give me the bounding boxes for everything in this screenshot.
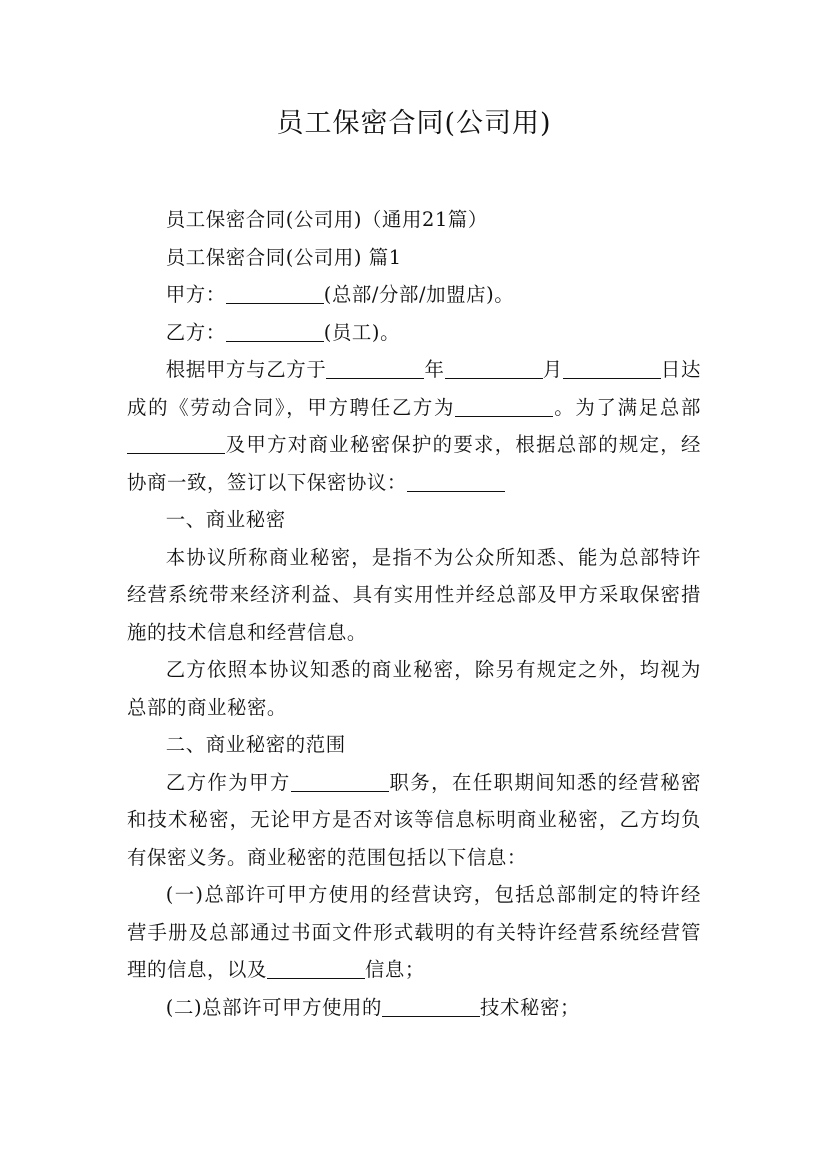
paragraph-text: 日达成的《劳动合同》，甲方聘任乙方为 — [127, 358, 702, 419]
paragraph-text: (一)总部许可甲方使用的经营诀窍，包括总部制定的特许经营手册及总部通过书面文件形式载明的有关特许经营系统经营管理的信息，以及 — [127, 883, 701, 981]
paragraph — [127, 276, 701, 314]
paragraph-text: 及甲方对商业秘密保护的要求，根据总部的规定，经协商一致，签订以下保密协议： — [127, 433, 701, 494]
paragraph-text: 二、商业秘密的范围 — [165, 733, 346, 756]
document-title: 员工保密合同(公司用) — [276, 108, 552, 139]
paragraph — [127, 239, 701, 277]
paragraph-text: 年 — [424, 358, 445, 381]
paragraph — [127, 201, 701, 239]
paragraph-text: 甲方： — [165, 283, 226, 306]
paragraph-text: 技术秘密； — [480, 995, 580, 1019]
paragraph — [127, 876, 701, 989]
paragraph — [127, 726, 701, 764]
paragraph-text: 信息； — [364, 958, 425, 981]
paragraph-text: 乙方依照本协议知悉的商业秘密，除另有规定之外，均视为总部的商业秘密。 — [127, 658, 701, 719]
paragraph-text: (二)总部许可甲方使用的 — [165, 995, 383, 1019]
paragraph-text: 乙方： — [165, 320, 226, 344]
fill-in-blank — [291, 770, 389, 791]
document-body — [127, 201, 701, 1026]
fill-in-blank — [127, 433, 225, 454]
paragraph — [127, 351, 701, 501]
paragraph-text: 月 — [542, 358, 563, 381]
fill-in-blank — [407, 470, 505, 491]
paragraph-text: 本协议所称商业秘密，是指不为公众所知悉、能为总部特许经营系统带来经济利益、具有实用性并经总部及甲方采取保密措施的技术信息和经营信息。 — [127, 545, 701, 644]
fill-in-blank — [226, 320, 324, 341]
fill-in-blank — [267, 958, 365, 979]
paragraph-text: (总部/分部/加盟店)。 — [323, 283, 515, 306]
fill-in-blank — [455, 395, 553, 416]
paragraph-text: 员工保密合同(公司用) 篇1 — [165, 245, 402, 269]
fill-in-blank — [326, 358, 424, 379]
paragraph-text: 职务，在任职期间知悉的经营秘密和技术秘密，无论甲方是否对该等信息标明商业秘密，乙方均负有保密义务。商业秘密的范围包括以下信息： — [127, 770, 701, 869]
paragraph — [127, 989, 701, 1027]
paragraph-text: 根据甲方与乙方于 — [165, 358, 327, 381]
paragraph-text: 员工保密合同(公司用)（通用21篇） — [165, 208, 488, 231]
fill-in-blank — [445, 358, 543, 379]
fill-in-blank — [563, 358, 661, 379]
fill-in-blank — [226, 283, 324, 304]
paragraph — [127, 314, 701, 352]
paragraph — [127, 764, 701, 877]
paragraph — [127, 539, 701, 652]
paragraph-text: 一、商业秘密 — [165, 508, 286, 531]
paragraph-text: 乙方作为甲方 — [165, 770, 291, 794]
fill-in-blank — [382, 995, 480, 1016]
paragraph — [127, 501, 701, 539]
paragraph-text: (员工)。 — [323, 320, 401, 344]
paragraph — [127, 651, 701, 726]
paragraph-text: 。为了满足总部 — [553, 395, 701, 419]
